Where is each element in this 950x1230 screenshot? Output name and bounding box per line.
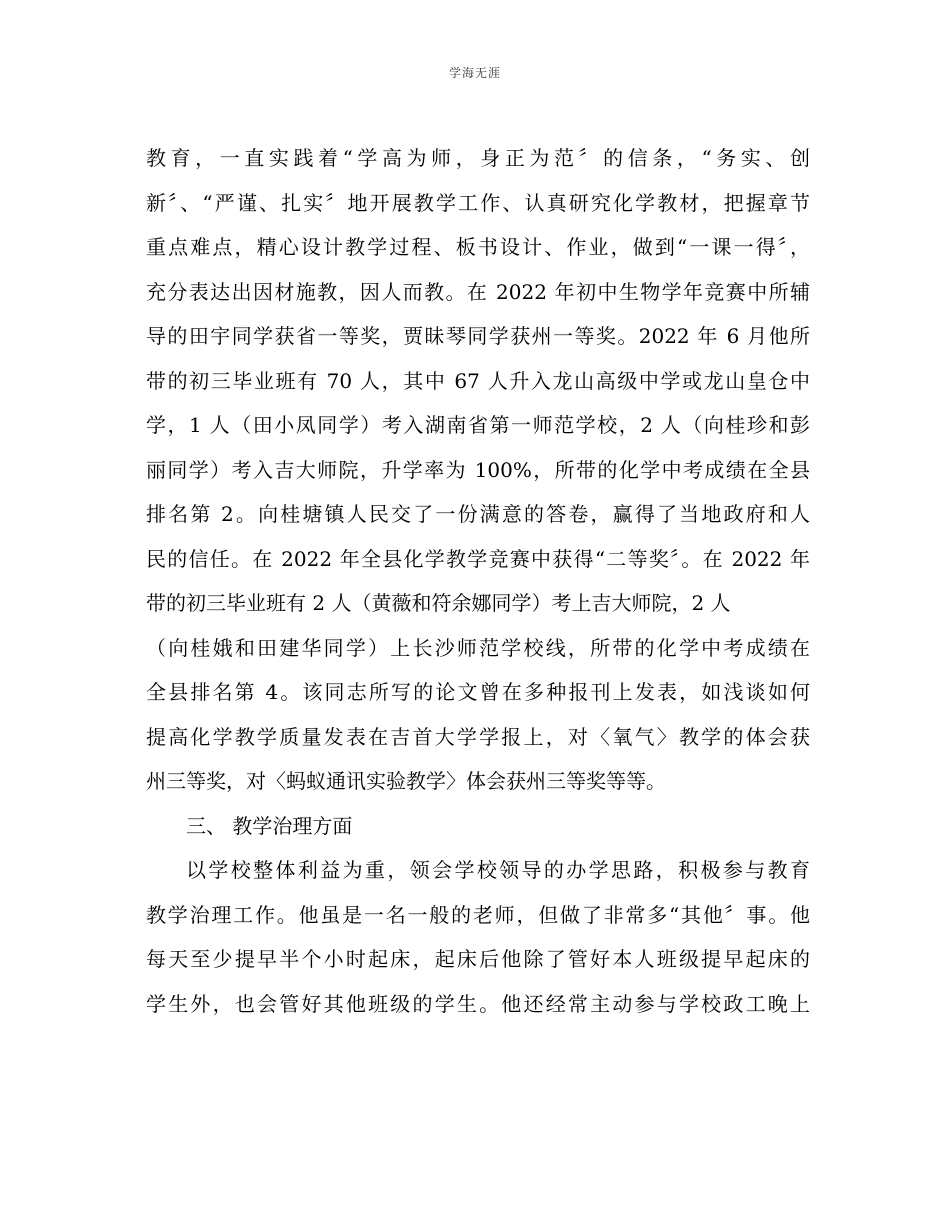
- paragraph-line: 新〞、“严谨、扎实〞地开展教学工作、认真研究化学教材，把握章节: [146, 190, 810, 215]
- paragraph-line: 充分表达出因材施教，因人而教。在 2022 年初中生物学年竞赛中所辅: [146, 279, 810, 304]
- paragraph-line: 带的初三毕业班有 2 人（黄薇和符余娜同学）考上吉大师院，2 人: [146, 591, 731, 615]
- paragraph-line: 教育，一直实践着“学高为师，身正为范〞的信条，“务实、创: [146, 146, 810, 170]
- paragraph-line: 学生外，也会管好其他班级的学生。他还经常主动参与学校政工晚上: [146, 991, 810, 1016]
- paragraph-line: 丽同学）考入吉大师院，升学率为 100%，所带的化学中考成绩在全县: [146, 457, 810, 482]
- paragraph-line: 每天至少提早半个小时起床，起床后他除了管好本人班级提早起床的: [146, 947, 810, 971]
- paragraph-line: 带的初三毕业班有 70 人，其中 67 人升入龙山高级中学或龙山皇仓中: [146, 368, 810, 393]
- paragraph-line: 重点难点，精心设计教学过程、板书设计、作业，做到“一课一得〞，: [146, 235, 810, 259]
- paragraph-line: 以学校整体利益为重，领会学校领导的办学思路，积极参与教育: [186, 858, 810, 882]
- paragraph-line: 州三等奖，对〈蚂蚁通讯实验教学〉体会获州三等奖等等。: [146, 769, 666, 793]
- paragraph-line: 导的田宇同学获省一等奖，贾昧琴同学获州一等奖。2022 年 6 月他所: [146, 324, 810, 348]
- paragraph-line: 排名第 2。向桂塘镇人民交了一份满意的答卷，赢得了当地政府和人: [146, 502, 810, 526]
- body-text: [146, 136, 810, 1026]
- page-header: 学海无涯: [448, 66, 501, 80]
- paragraph-line: 民的信任。在 2022 年全县化学教学竞赛中获得“二等奖〞。在 2022 年: [146, 546, 810, 571]
- paragraph-line: 提高化学教学质量发表在吉首大学学报上，对〈氧气〉教学的体会获: [146, 724, 810, 749]
- paragraph-line: 全县排名第 4。该同志所写的论文曾在多种报刊上发表，如浅谈如何: [146, 680, 810, 704]
- section-heading: 三、 教学治理方面: [186, 813, 353, 838]
- paragraph-line: 教学治理工作。他虽是一名一般的老师，但做了非常多“其他〞事。他: [146, 902, 810, 927]
- paragraph-line: （向桂娥和田建华同学）上长沙师范学校线，所带的化学中考成绩在: [146, 635, 810, 660]
- paragraph-line: 学，1 人（田小凤同学）考入湖南省第一师范学校，2 人（向桂珍和彭: [146, 413, 810, 437]
